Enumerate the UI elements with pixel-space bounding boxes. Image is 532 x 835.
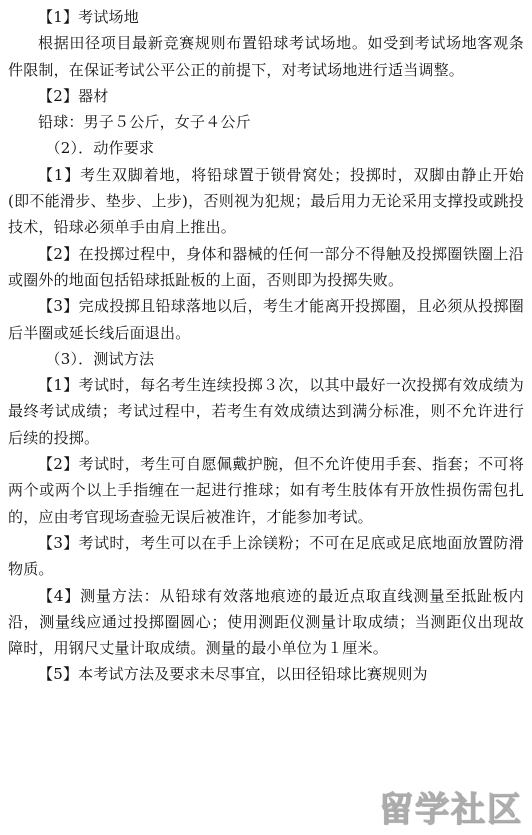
paragraph-method-3: 【3】考试时，考生可以在手上涂镁粉；不可在足底或足底地面放置防滑物质。: [8, 533, 524, 579]
paragraph-method-2: 【2】考试时，考生可自愿佩戴护腕，但不允许使用手套、指套；不可将两个或两个以上手指缠在一起进行推球；如有考生肢体有开放性损伤需包扎的，应由考官现场查验无误后被准许，才能参加考试。: [8, 455, 524, 526]
section-heading-action: （2）．动作要求: [45, 139, 155, 158]
paragraph-venue: 根据田径项目最新竞赛规则布置铅球考试场地。如受到考试场地客观条件限制，在保证考试公平公正的前提下，对考试场地进行适当调整。: [8, 34, 524, 79]
section-heading-method: （3）．测试方法: [45, 349, 155, 368]
paragraph-method-1: 【1】考试时，每名考生连续投掷３次，以其中最好一次投掷有效成绩为最终考试成绩；考试过程中，若考生有效成绩达到满分标准，则不允许进行后续的投掷。: [8, 376, 524, 447]
document-body: [8, 4, 524, 688]
paragraph-action-1: 【1】考生双脚着地，将铅球置于锁骨窝处；投掷时，双脚由静止开始(即不能滑步、垫步、上步)，否则视为犯规；最后用力无论采用支撑投或跳投技术，铅球必须单手由肩上推出。: [8, 165, 524, 237]
heading-venue: 【1】考试场地: [38, 8, 139, 26]
watermark-logo: [376, 777, 526, 835]
paragraph-method-4: 【4】测量方法：从铅球有效落地痕迹的最近点取直线测量至抵趾板内沿，测量线应通过投掷圈圆心；使用测距仪测量计取成绩；当测距仪出现故障时，用钢尺丈量计取成绩。测量的最小单位为１厘米。: [8, 586, 524, 658]
watermark-text: 留学社区: [379, 789, 523, 830]
paragraph-action-2: 【2】在投掷过程中，身体和器械的任何一部分不得触及投掷圈铁圈上沿或圈外的地面包括铅球抵趾板的上面，否则即为投掷失败。: [8, 244, 524, 289]
paragraph-equipment: 铅球：男子５公斤，女子４公斤: [38, 113, 251, 132]
paragraph-action-3: 【3】完成投掷且铅球落地以后，考生才能离开投掷圈，且必须从投掷圈后半圈或延长线后面退出。: [8, 297, 524, 342]
heading-equipment: 【2】器材: [38, 86, 109, 105]
paragraph-method-5: 【5】本考试方法及要求未尽事宜，以田径铅球比赛规则为: [38, 665, 428, 684]
